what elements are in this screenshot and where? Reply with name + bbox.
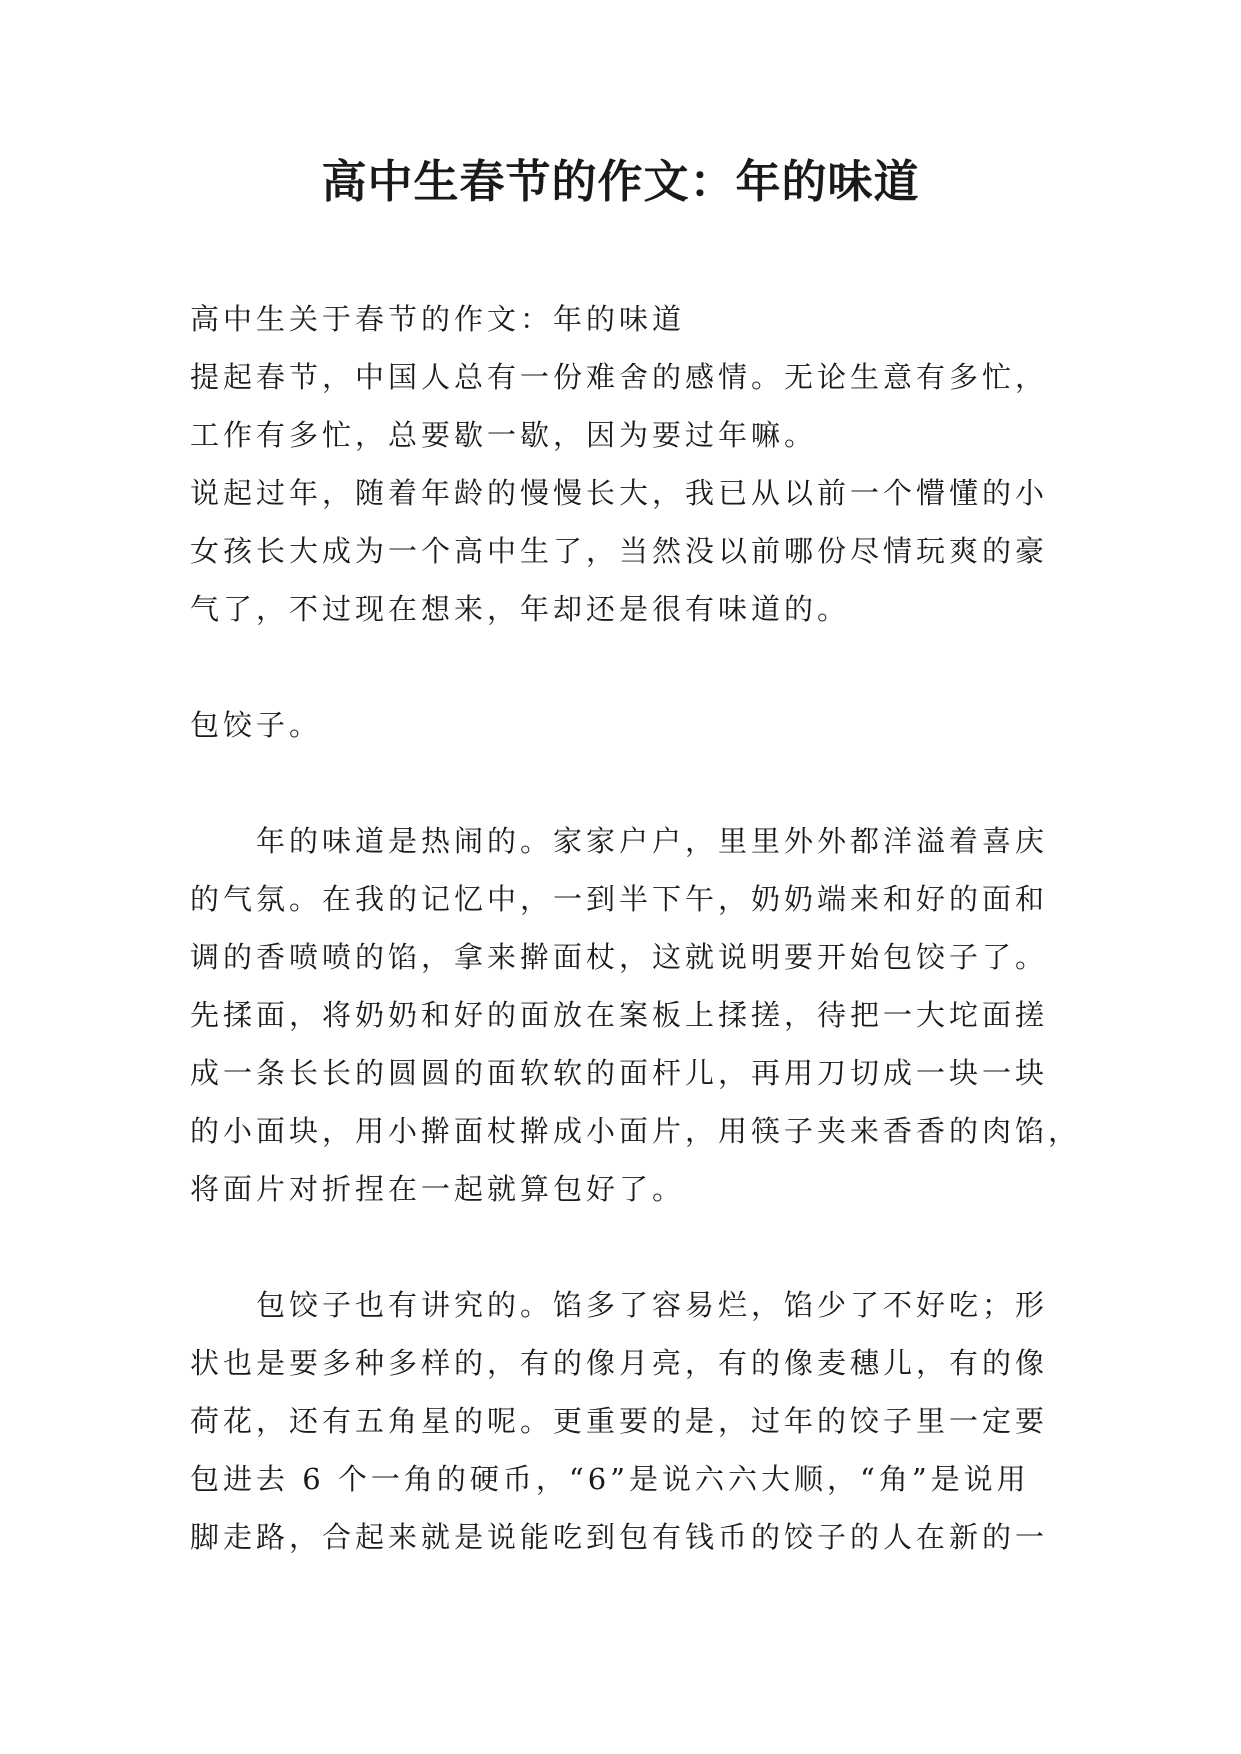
paragraph-spacer [190,754,1070,812]
paragraph-line: 调的香喷喷的馅，拿来擀面杖，这就说明要开始包饺子了。 [190,940,1049,974]
paragraph-line: 先揉面，将奶奶和好的面放在案板上揉搓，待把一大坨面搓 [190,998,1049,1032]
paragraph-line: 包进去 6 个一角的硬币，“6”是说六六大顺，“角”是说用 [190,1462,1030,1496]
paragraph-line: 的气氛。在我的记忆中，一到半下午，奶奶端来和好的面和 [190,882,1049,916]
document-body [190,290,1082,1566]
paragraph-line: 提起春节，中国人总有一份难舍的感情。无论生意有多忙， [190,360,1049,394]
document-title: 高中生春节的作文：年的味道 [321,155,920,208]
paragraph-line: 女孩长大成为一个高中生了，当然没以前哪份尽情玩爽的豪 [190,534,1049,568]
paragraph-line: 的小面块，用小擀面杖擀成小面片，用筷子夹来香香的肉馅， [190,1114,1082,1148]
paragraph-line: 气了，不过现在想来，年却还是很有味道的。 [190,592,851,626]
paragraph-line: 将面片对折捏在一起就算包好了。 [190,1172,686,1206]
paragraph-line: 年的味道是热闹的。家家户户，里里外外都洋溢着喜庆 [256,824,1049,858]
paragraph-line: 包饺子也有讲究的。馅多了容易烂，馅少了不好吃；形 [256,1288,1049,1322]
paragraph-line: 状也是要多种多样的，有的像月亮，有的像麦穗儿，有的像 [190,1346,1049,1380]
paragraph-line: 成一条长长的圆圆的面软软的面杆儿，再用刀切成一块一块 [190,1056,1049,1090]
paragraph-line: 说起过年，随着年龄的慢慢长大，我已从以前一个懵懂的小 [190,476,1049,510]
paragraph-line: 荷花，还有五角星的呢。更重要的是，过年的饺子里一定要 [190,1404,1049,1438]
paragraph-line: 脚走路，合起来就是说能吃到包有钱币的饺子的人在新的一 [190,1520,1049,1554]
section-heading: 包饺子。 [190,708,323,742]
paragraph-spacer [190,1218,1070,1276]
paragraph-line: 高中生关于春节的作文：年的味道 [190,302,686,336]
paragraph-spacer [190,638,1070,696]
paragraph-line: 工作有多忙，总要歇一歇，因为要过年嘛。 [190,418,818,452]
